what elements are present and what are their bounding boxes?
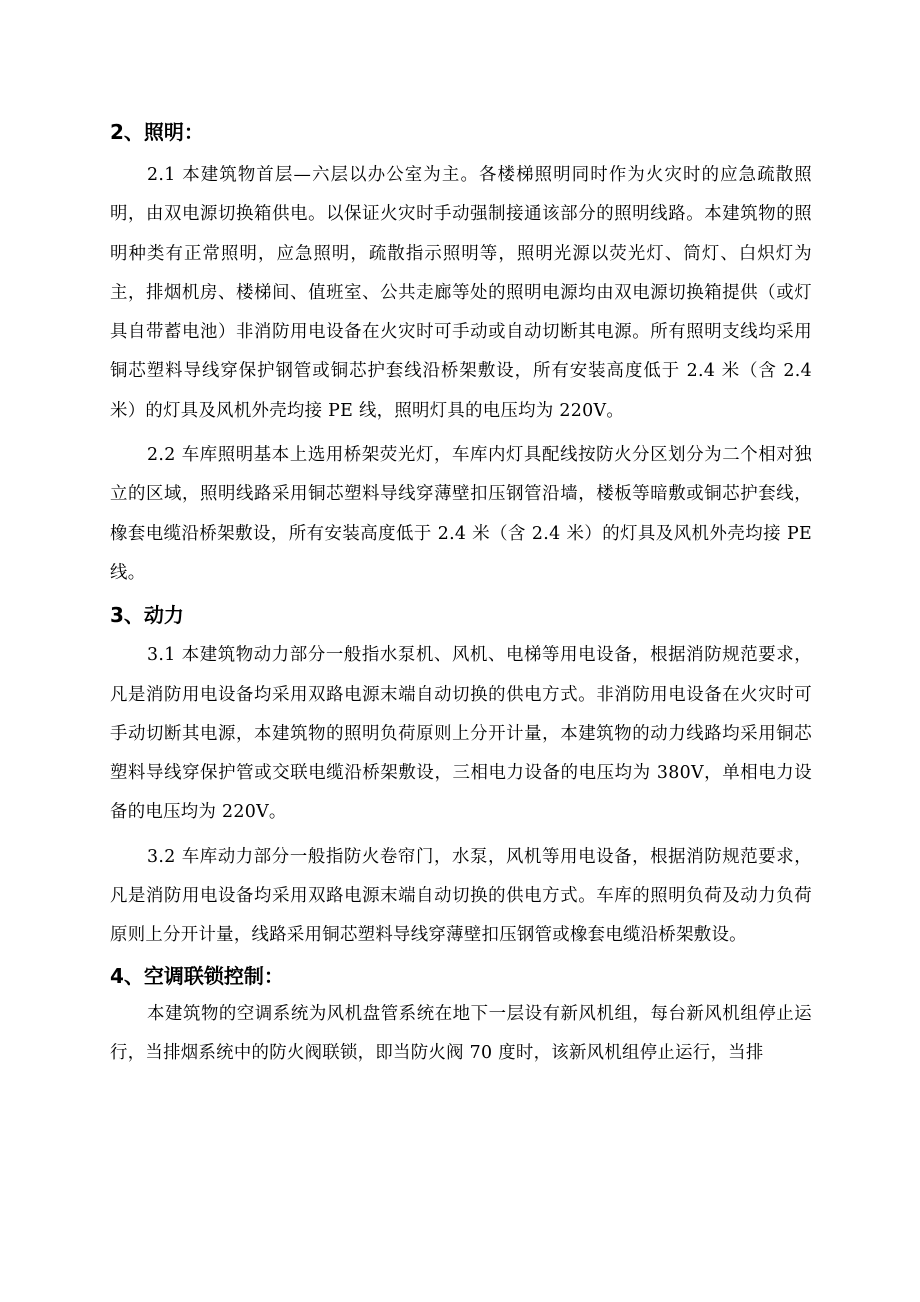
document-body [110, 116, 812, 1073]
paragraph-lighting-2-2: 2.2 车库照明基本上选用桥架荧光灯，车库内灯具配线按防火分区划分为二个相对独立的区域，照明线路采用铜芯塑料导线穿薄壁扣压钢管沿墙，楼板等暗敷或铜芯护套线，橡套电缆沿桥架敷设，所有安装高度低于 2.4 米（含 2.4 米）的灯具及风机外壳均接 PE 线。 [110, 445, 812, 583]
paragraph-power-3-2: 3.2 车库动力部分一般指防火卷帘门，水泵，风机等用电设备，根据消防规范要求，凡是消防用电设备均采用双路电源末端自动切换的供电方式。车库的照明负荷及动力负荷原则上分开计量，线路采用铜芯塑料导线穿薄壁扣压钢管或橡套电缆沿桥架敷设。 [110, 846, 812, 946]
paragraph-hvac-interlock: 本建筑物的空调系统为风机盘管系统在地下一层设有新风机组，每台新风机组停止运行，当排烟系统中的防火阀联锁，即当防火阀 70 度时，该新风机组停止运行，当排 [110, 1003, 812, 1063]
paragraph-power-3-1: 3.1 本建筑物动力部分一般指水泵机、风机、电梯等用电设备，根据消防规范要求，凡是消防用电设备均采用双路电源末端自动切换的供电方式。非消防用电设备在火灾时可手动切断其电源，本建筑物的照明负荷原则上分开计量，本建筑物的动力线路均采用铜芯塑料导线穿保护管或交联电缆沿桥架敷设，三相电力设备的电压均为 380V，单相电力设备的电压均为 220V。 [110, 645, 812, 823]
section-heading-hvac-interlock: 4、空调联锁控制： [110, 963, 284, 988]
paragraph-lighting-2-1: 2.1 本建筑物首层—六层以办公室为主。各楼梯照明同时作为火灾时的应急疏散照明，由双电源切换箱供电。以保证火灾时手动强制接通该部分的照明线路。本建筑物的照明种类有正常照明，应急照明，疏散指示照明等，照明光源以荧光灯、筒灯、白炽灯为主，排烟机房、楼梯间、值班室、公共走廊等处的照明电源均由双电源切换箱提供（或灯具自带蓄电池）非消防用电设备在火灾时可手动或自动切断其电源。所有照明支线均采用铜芯塑料导线穿保护钢管或铜芯护套线沿桥架敷设，所有安装高度低于 2.4 米（含 2.4 米）的灯具及风机外壳均接 PE 线，照明灯具的电压均为 220V。 [110, 165, 812, 421]
section-heading-power: 3、动力 [110, 603, 184, 628]
section-heading-lighting: 2、照明： [110, 120, 204, 144]
